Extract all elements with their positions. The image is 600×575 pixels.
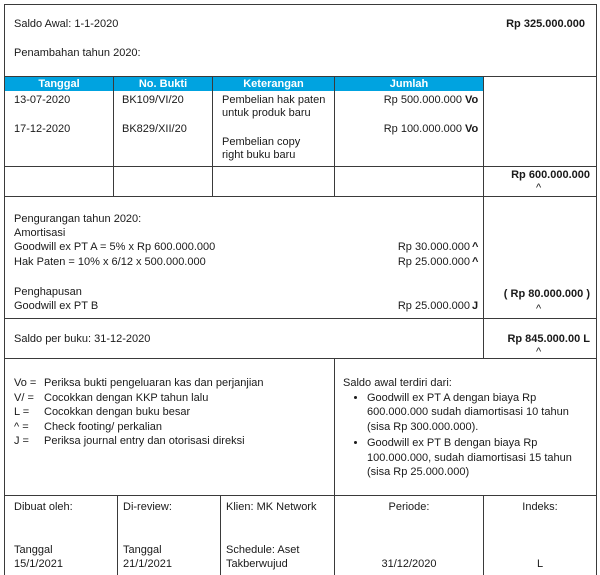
legend-item: V/ = Cocokkan dengan KKP tahun lalu bbox=[14, 391, 209, 404]
legend-item: J = Periksa journal entry dan otorisasi direksi bbox=[14, 435, 245, 447]
amortisasi-line1-label: Goodwill ex PT A = 5% x Rp 600.000.000 bbox=[14, 241, 216, 253]
top-border bbox=[4, 4, 597, 5]
schedule-value: Takberwujud bbox=[226, 558, 288, 570]
amortisasi-line1-value: Rp 30.000.000 bbox=[397, 241, 470, 253]
indeks-value: L bbox=[536, 558, 544, 570]
amortisasi-line2-label: Hak Paten = 10% x 6/12 x 500.000.000 bbox=[14, 256, 206, 268]
notes-item: • Goodwill ex PT A dengan biaya Rp 600.000.000 sudah diamortisasi 10 tahun (sisa Rp 300.000.000). bbox=[367, 391, 593, 435]
footer-divider-1 bbox=[117, 495, 118, 575]
table-bottom-line bbox=[4, 196, 597, 197]
row1-bukti: BK109/VI/20 bbox=[122, 94, 184, 106]
footer-left-border bbox=[4, 495, 5, 575]
tickmark-legend bbox=[14, 376, 264, 449]
periode-label: Periode: bbox=[388, 501, 430, 513]
saldo-akhir-mark: ^ bbox=[536, 346, 542, 358]
legend-item: Vo = Periksa bukti pengeluaran kas dan perjanjian bbox=[14, 377, 264, 389]
review-tanggal: 21/1/2021 bbox=[123, 558, 172, 570]
amortisasi-line1-mark: ^ bbox=[472, 241, 479, 253]
saldo-awal-value: Rp 325.000.000 bbox=[506, 18, 585, 30]
periode-value: 31/12/2020 bbox=[381, 558, 437, 570]
col-divider-3 bbox=[334, 77, 335, 196]
col-header-jumlah: Jumlah bbox=[335, 77, 483, 91]
saldo-akhir-value: Rp 845.000.00 L bbox=[507, 333, 590, 345]
klien-label: Klien: MK Network bbox=[226, 501, 317, 513]
pengurangan-total-mark: ^ bbox=[536, 303, 542, 315]
legend-item: ^ = Check footing/ perkalian bbox=[14, 420, 163, 433]
col-header-keterangan: Keterangan bbox=[213, 77, 334, 91]
col-header-bukti: No. Bukti bbox=[114, 77, 212, 91]
footer-right-border bbox=[596, 495, 597, 575]
row2-keterangan: Pembelian copy right buku baru bbox=[222, 136, 301, 161]
penambahan-total: Rp 600.000.000 bbox=[511, 169, 590, 181]
total-row-top-line bbox=[4, 166, 597, 167]
pengurangan-total: ( Rp 80.000.000 ) bbox=[503, 288, 590, 300]
penghapusan-label: Penghapusan bbox=[14, 286, 82, 298]
row2-bukti: BK829/XII/20 bbox=[122, 123, 187, 135]
review-tanggal-label: Tanggal bbox=[123, 544, 162, 556]
amortisasi-line2-mark: ^ bbox=[472, 256, 479, 268]
row1-tanggal: 13-07-2020 bbox=[14, 94, 71, 106]
saldo-awal-notes bbox=[343, 376, 593, 482]
col-divider-2 bbox=[212, 77, 213, 196]
indeks-label: Indeks: bbox=[522, 501, 558, 513]
col-divider-4 bbox=[483, 77, 484, 358]
penambahan-label: Penambahan tahun 2020: bbox=[14, 47, 141, 59]
dibuat-tanggal: 15/1/2021 bbox=[14, 558, 63, 570]
outer-right-border bbox=[596, 4, 597, 495]
penghapusan-line-value: Rp 25.000.000 bbox=[397, 300, 470, 312]
row2-mark: Vo bbox=[465, 123, 479, 135]
row1-mark: Vo bbox=[465, 94, 479, 106]
notes-title: Saldo awal terdiri dari: bbox=[343, 377, 452, 389]
pengurangan-title: Pengurangan tahun 2020: bbox=[14, 213, 142, 225]
row1-jumlah: Rp 500.000.000 bbox=[383, 94, 462, 106]
saldo-awal-label: Saldo Awal: 1-1-2020 bbox=[14, 18, 119, 30]
col-header-tanggal: Tanggal bbox=[5, 77, 113, 91]
review-label: Di-review: bbox=[123, 501, 172, 513]
penghapusan-line-label: Goodwill ex PT B bbox=[14, 300, 99, 312]
legend-item: L = Cocokkan dengan buku besar bbox=[14, 406, 191, 418]
row1-keterangan: Pembelian hak paten untuk produk baru bbox=[222, 94, 326, 119]
footer-top-line bbox=[4, 495, 597, 496]
schedule-label: Schedule: Aset bbox=[226, 544, 300, 556]
pengurangan-bottom-line bbox=[4, 318, 597, 319]
row2-jumlah: Rp 100.000.000 bbox=[383, 123, 462, 135]
saldo-akhir-bottom-line bbox=[4, 358, 597, 359]
row2-tanggal: 17-12-2020 bbox=[14, 123, 71, 135]
amortisasi-label: Amortisasi bbox=[14, 227, 66, 239]
notes-item: • Goodwill ex PT B dengan biaya Rp 100.000.000, sudah diamortisasi 15 tahun (sisa Rp 25.000.000) bbox=[367, 436, 593, 480]
dibuat-label: Dibuat oleh: bbox=[14, 501, 73, 513]
dibuat-tanggal-label: Tanggal bbox=[14, 544, 53, 556]
footer-divider-2 bbox=[220, 495, 221, 575]
col-divider-1 bbox=[113, 77, 114, 196]
penghapusan-line-mark: J bbox=[472, 300, 479, 312]
notes-divider bbox=[334, 358, 335, 495]
saldo-akhir-label: Saldo per buku: 31-12-2020 bbox=[14, 333, 151, 345]
amortisasi-line2-value: Rp 25.000.000 bbox=[397, 256, 470, 268]
penambahan-total-mark: ^ bbox=[536, 182, 542, 194]
